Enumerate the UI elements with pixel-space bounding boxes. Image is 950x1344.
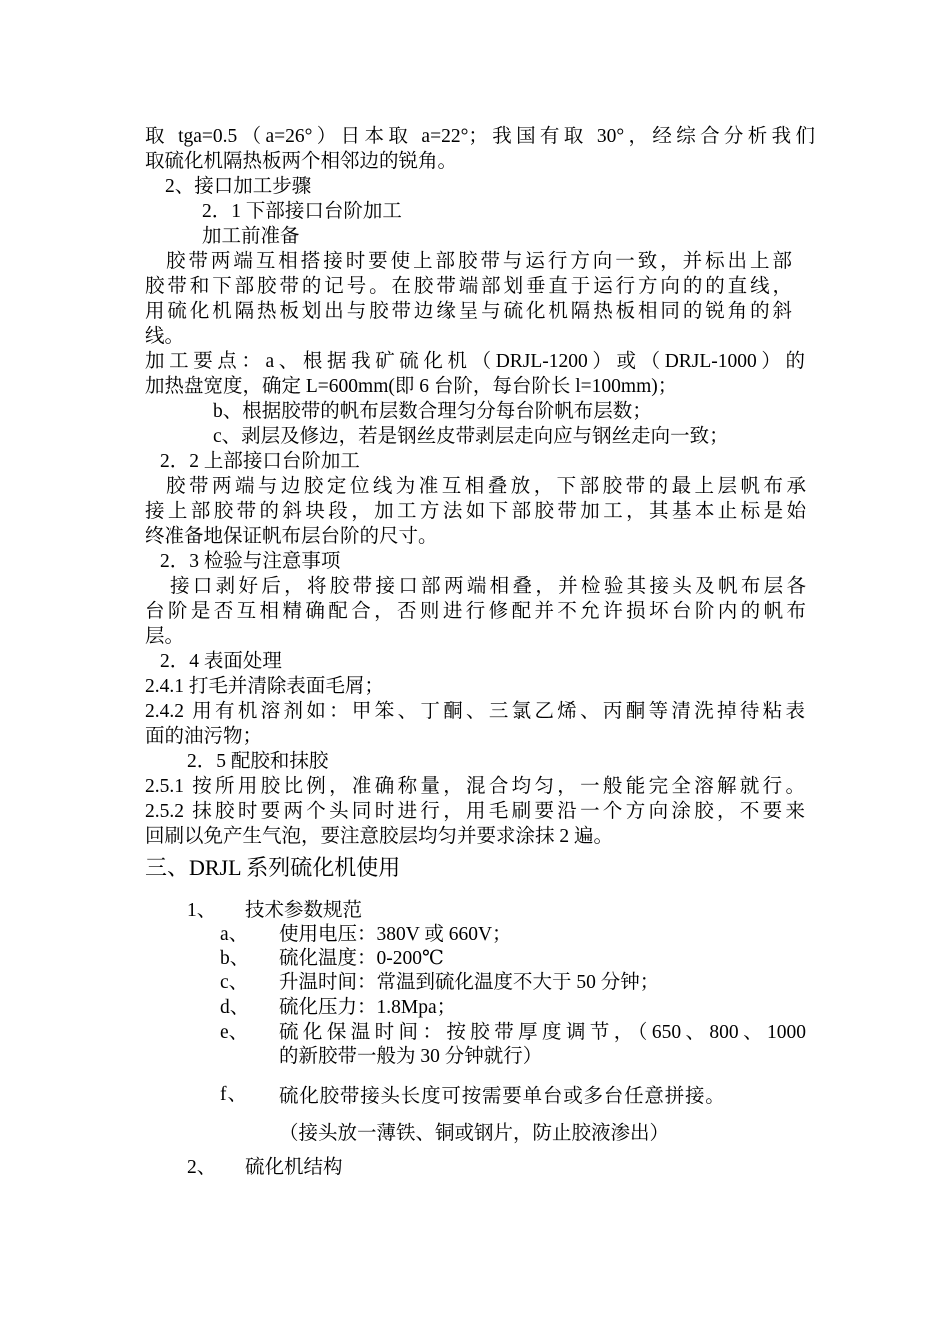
item-1-number: 1、 (187, 900, 217, 921)
spec-a-text: 使用电压：380V 或 660V； (279, 924, 512, 945)
spec-c-marker: c、 (220, 972, 249, 993)
spec-e-marker: e、 (220, 1022, 249, 1043)
spec-d-marker: d、 (220, 997, 250, 1018)
heading-2-5: 2．5 配胶和抹胶 (187, 751, 329, 772)
paragraph-line: 终准备地保证帆布层台阶的尺寸。 (145, 526, 438, 547)
spec-a-marker: a、 (220, 924, 249, 945)
heading-2-3: 2．3 检验与注意事项 (160, 551, 341, 572)
paragraph-line: 层。 (145, 626, 185, 647)
paragraph-line: 面的油污物； (145, 726, 263, 747)
spec-b-text: 硫化温度：0-200℃ (279, 948, 444, 969)
heading-2-2: 2．2 上部接口台阶加工 (160, 451, 360, 472)
paragraph-line: 回刷以免产生气泡，要注意胶层均匀并要求涂抹 2 遍。 (145, 826, 614, 847)
sub-item-2-4-2: 2.4.2 用有机溶剂如：甲笨、丁酮、三氯乙烯、丙酮等清洗掉待粘表 (145, 701, 805, 722)
spec-f-note: （接头放一薄铁、铜或钢片，防止胶液渗出） (279, 1123, 670, 1144)
paragraph-line: 取硫化机隔热板两个相邻边的锐角。 (145, 151, 458, 172)
paragraph-line: 接上部胶带的斜块段，加工方法如下部胶带加工，其基本止标是始 (145, 501, 806, 522)
sub-item-2-4-1: 2.4.1 打毛并清除表面毛屑； (145, 676, 384, 697)
spec-c-text: 升温时间：常温到硫化温度不大于 50 分钟； (279, 972, 660, 993)
paragraph-line: 取 tga=0.5（a=26°）日本取 a=22°；我国有取 30°，经综合分析我们 (145, 126, 815, 147)
spec-e-text: 硫化保温时间：按胶带厚度调节，（650、800、1000 (279, 1022, 806, 1043)
paragraph-line: 胶带两端互相搭接时要使上部胶带与运行方向一致，并标出上部 (166, 251, 792, 272)
heading-2-1: 2．1 下部接口台阶加工 (202, 201, 402, 222)
list-item-b: b、根据胶带的帆布层数合理匀分每台阶帆布层数； (213, 401, 652, 422)
paragraph-line: 台阶是否互相精确配合，否则进行修配并不允许损坏台阶内的帆布 (145, 601, 806, 622)
section-3-title: 三、DRJL 系列硫化机使用 (145, 855, 401, 880)
paragraph-line: 接口剥好后，将胶带接口部两端相叠，并检验其接头及帆布层各 (170, 576, 806, 597)
paragraph-line: 胶带和下部胶带的记号。在胶带端部划垂直于运行方向的的直线， (145, 276, 792, 297)
sub-heading-prep: 加工前准备 (202, 226, 300, 247)
item-1-title: 技术参数规范 (245, 900, 363, 921)
paragraph-line: 线。 (145, 326, 185, 347)
sub-item-2-5-2: 2.5.2 抹胶时要两个头同时进行，用毛刷要沿一个方向涂胶，不要来 (145, 801, 805, 822)
spec-f-text: 硫化胶带接头长度可按需要单台或多台任意拼接。 (279, 1086, 726, 1107)
item-2-number: 2、 (187, 1157, 217, 1178)
spec-d-text: 硫化压力：1.8Mpa； (279, 997, 457, 1018)
heading-2-4: 2．4 表面处理 (160, 651, 282, 672)
paragraph-line: 加热盘宽度，确定 L=600mm(即 6 台阶，每台阶长 l=100mm)； (145, 376, 678, 397)
heading-2: 2、接口加工步骤 (165, 176, 312, 197)
paragraph-line: 加工要点：a、根据我矿硫化机（DRJL-1200）或（DRJL-1000）的 (145, 351, 805, 372)
list-item-c: c、剥层及修边，若是钢丝皮带剥层走向应与钢丝走向一致； (213, 426, 729, 447)
paragraph-line: 用硫化机隔热板划出与胶带边缘呈与硫化机隔热板相同的锐角的斜 (145, 301, 792, 322)
spec-e-continued: 的新胶带一般为 30 分钟就行） (279, 1046, 543, 1067)
spec-f-marker: f、 (220, 1084, 248, 1105)
item-2-title: 硫化机结构 (245, 1157, 343, 1178)
paragraph-line: 胶带两端与边胶定位线为准互相叠放，下部胶带的最上层帆布承 (166, 476, 806, 497)
sub-item-2-5-1: 2.5.1 按所用胶比例，准确称量，混合均匀，一般能完全溶解就行。 (145, 776, 805, 797)
spec-b-marker: b、 (220, 948, 250, 969)
